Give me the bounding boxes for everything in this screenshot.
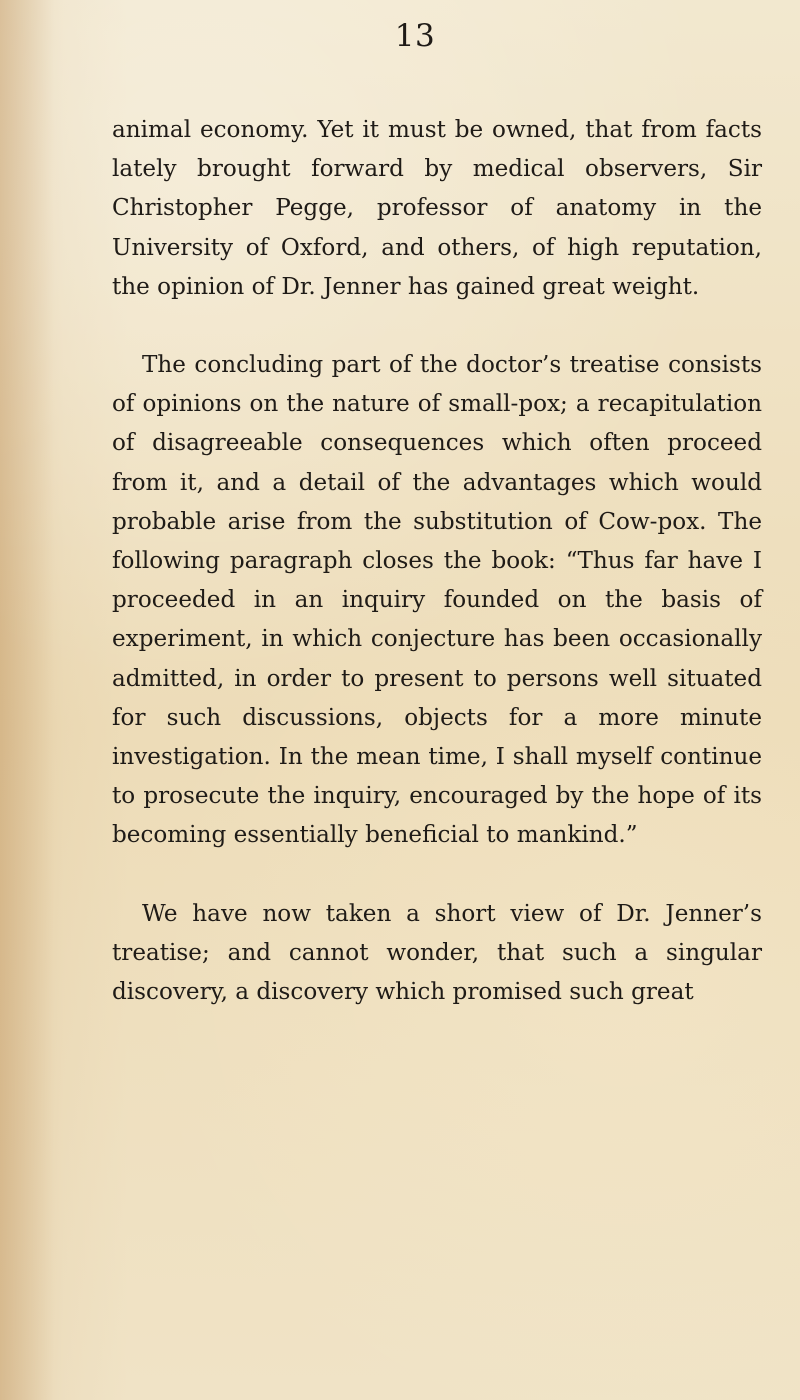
paragraph-1: animal economy. Yet it must be owned, that from facts lately brought forward by medical observers, Sir Christopher Pegge, professor of anatomy in the University of Oxford, and others, of high reputation, the opinion of Dr. Jenner has gained great weight. [112,117,762,300]
paragraph-3: We have now taken a short view of Dr. Jenner’s treatise; and cannot wonder, that such a singular discovery, a discovery which promised such great [112,900,762,1006]
page-number: 13 [394,18,436,54]
page-text [112,111,762,1012]
paragraph-2: The concluding part of the doctor’s treatise consists of opinions on the nature of small-pox; a recapitulation of disagreeable consequences which often proceed from it, and a detail of the advantages which would probable arise from the substitution of Cow-pox. The following paragraph closes the book: “Thus far have I proceeded in an inquiry founded on the basis of experiment, in which conjecture has been occasionally admitted, in order to present to persons well situated for such discussions, objects for a more minute investigation. In the mean time, I shall myself continue to prosecute the inquiry, encouraged by the hope of its becoming essentially beneficial to mankind.” [112,352,762,849]
